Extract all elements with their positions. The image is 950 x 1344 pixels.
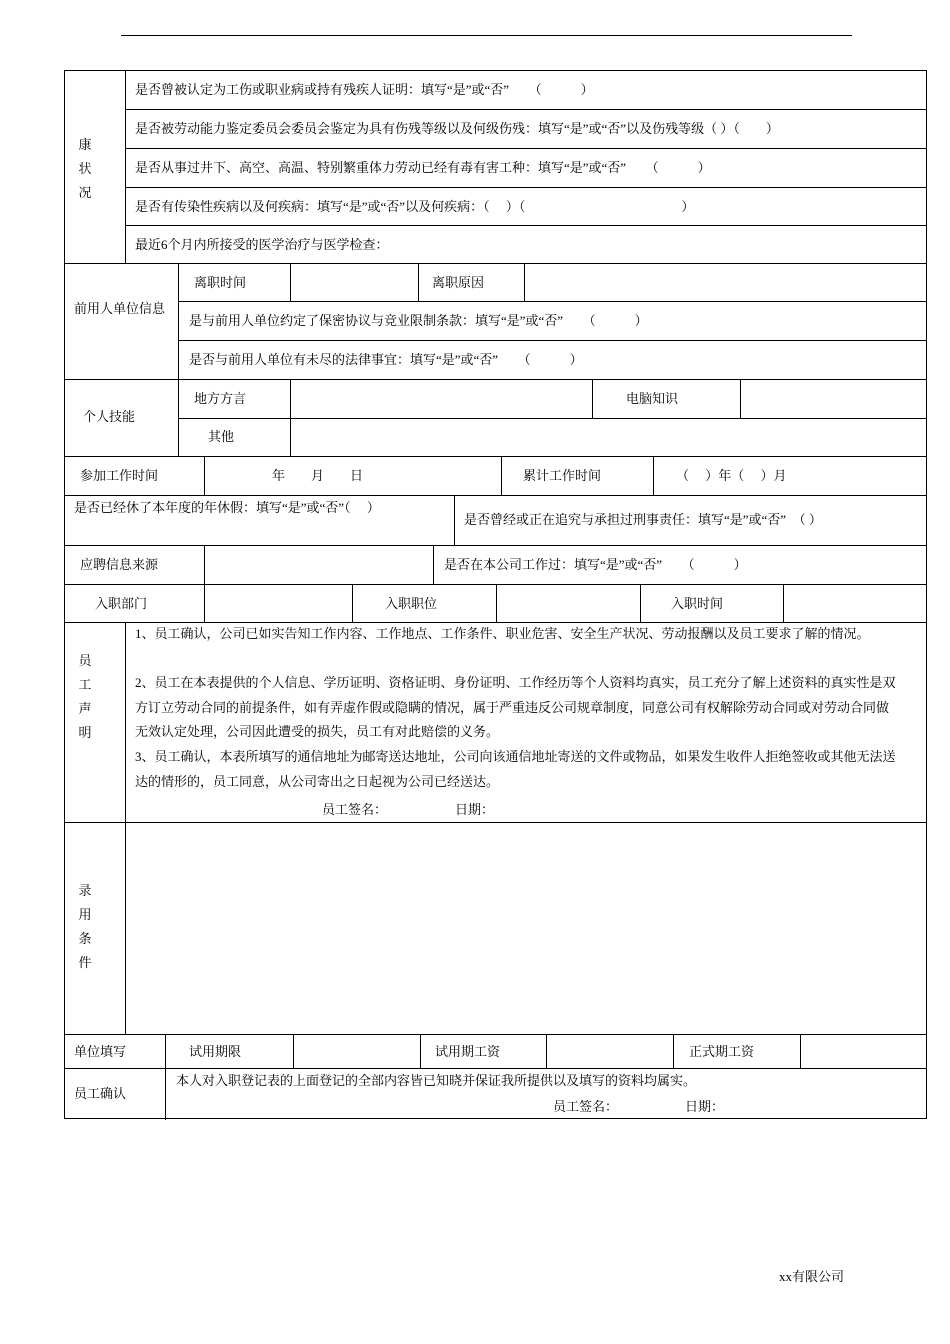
- computer-skills-label: 电脑知识: [626, 391, 679, 406]
- health-question-medical-treatment: 最近6个月内所接受的医学治疗与医学检查：: [135, 237, 389, 252]
- employee-confirm-label: 员工确认: [74, 1086, 127, 1101]
- employee-confirm-statement: 本人对入职登记表的上面登记的全部内容皆已知晓并保证我所提供以及填写的资料均属实。: [176, 1073, 697, 1088]
- entry-time-label: 入职时间: [671, 596, 724, 611]
- health-question-disability: 是否被劳动能力鉴定委员会委员会鉴定为具有伤残等级以及何级伤残：填写“是”或“否”以及伤残等级（ ）（ ）: [135, 121, 779, 136]
- legal-matters-question: 是否与前用人单位有未尽的法律事宜：填写“是”或“否” （ ）: [189, 352, 583, 367]
- confidentiality-question: 是与前用人单位约定了保密协议与竞业限制条款：填写“是”或“否” （ ）: [189, 313, 648, 328]
- leave-time-field[interactable]: [291, 264, 417, 300]
- computer-skills-field[interactable]: [741, 380, 926, 417]
- work-start-value[interactable]: 年 月 日: [272, 468, 364, 483]
- probation-period-field[interactable]: [294, 1035, 419, 1067]
- annual-leave-question: 是否已经休了本年度的年休假：填写“是”或“否”（ ）: [74, 500, 380, 515]
- confirm-signature-label: 员工签名：: [553, 1099, 619, 1114]
- entry-time-field[interactable]: [784, 585, 926, 621]
- entry-position-label: 入职职位: [385, 596, 438, 611]
- total-work-time-label: 累计工作时间: [523, 468, 602, 483]
- entry-department-field[interactable]: [205, 585, 351, 621]
- personal-skills-label: 个人技能: [83, 409, 136, 424]
- total-work-time-value[interactable]: （ ）年（ ）月: [676, 468, 787, 483]
- dialect-field[interactable]: [291, 380, 591, 417]
- declaration-paragraph-1: 1、员工确认，公司已如实告知工作内容、工作地点、工作条件、职业危害、安全生产状况、劳动报酬以及员工要求了解的情况。: [135, 626, 870, 641]
- company-footer: xx有限公司: [779, 1269, 845, 1284]
- work-start-label: 参加工作时间: [80, 468, 159, 483]
- job-info-source-label: 应聘信息来源: [80, 557, 159, 572]
- declaration-paragraph-2: 2、员工在本表提供的个人信息、学历证明、资格证明、身份证明、工作经历等个人资料均真实，员工充分了解上述资料的真实性是双方订立劳动合同的前提条件，如有弄虚作假或隐瞒的情况，属于严重违反公司规章制度，同意公司有权解除劳动合同或对劳动合同做无效认定处理，公司因此遭受的损失，员工有对此赔偿的义务。: [135, 675, 896, 739]
- regular-salary-field[interactable]: [801, 1035, 926, 1067]
- job-info-source-field[interactable]: [205, 546, 432, 583]
- leave-reason-label: 离职原因: [432, 275, 485, 290]
- declaration-date-label: 日期：: [455, 802, 495, 817]
- other-skills-field[interactable]: [291, 419, 926, 455]
- leave-time-label: 离职时间: [194, 275, 247, 290]
- criminal-liability-question: 是否曾经或正在追究与承担过刑事责任：填写“是”或“否” （ ）: [464, 512, 822, 527]
- entry-department-label: 入职部门: [95, 596, 148, 611]
- header-rule: [121, 35, 852, 36]
- probation-salary-label: 试用期工资: [435, 1044, 501, 1059]
- declaration-paragraph-3: 3、员工确认，本表所填写的通信地址为邮寄送达地址，公司向该通信地址寄送的文件或物品，如果发生收件人拒绝签收或其他无法送达的情形的，员工同意，从公司寄出之日起视为公司已经送达。: [135, 749, 896, 789]
- probation-period-label: 试用期限: [189, 1044, 242, 1059]
- confirm-date-label: 日期：: [685, 1099, 725, 1114]
- declaration-signature-label: 员工签名：: [322, 802, 388, 817]
- dialect-label: 地方方言: [194, 391, 247, 406]
- entry-position-field[interactable]: [497, 585, 639, 621]
- regular-salary-label: 正式期工资: [689, 1044, 755, 1059]
- registration-form-table: 康 状 况 是否曾被认定为工伤或职业病或持有残疾人证明：填写“是”或“否” （ ） 是否被劳动能力鉴定委员会委员会鉴定为具有伤残等级以及何级伤残：填写“是”或“否”以及伤残等级（ ）（ ） 是否从事过井下、高空、高温、特别繁重体力劳动已经有毒有害工种：填写“是”或“否” （ ） 是否有传染性疾病以及何疾病：填写“是”或“否”以及何疾病：（ ）（ ） 最近6个月内所接受的医学治疗与医学检查： 前用人单位信息 离职时间 离职原因 是与前用人单位约定了保密协议与竞业限制条款：填写“是”或“否” （ ） 是否与前用人单位有未尽的法律事宜：填写“是”或“否” （ ） 个人技能 地方方言 电脑知识 其他 参加工作时间 年 月 日 累计工作时间 （ ）年（ ）月 是否已经休了本年度的年休假：填写“是”或“否”（ ） 是否曾经或正在追究与承担过刑事责任：填写“是”或“否” （ ） 应聘信息来源 是否在本公司工作过：填写“是”或“否” （ ） 入职部门 入职职位 入职时间 员 工 声 明 1、员工确认，公司已如实告知工作内容、工作地点、工作条件、职业危害、安全生产状况、劳动报酬以及员工要求了解的情况。 2、员工在本表提供的个人信息、学历证明、资格证明、身份证明、工作经历等个人资料均真实，员工充分了解上述资料的真实性是双方订立劳动合同的前提条件，如有弄虚作假或隐瞒的情况，属于严重违反公司规章制度，同意公司有权解除劳动合同或对劳动合同做无效认定处理，公司因此遭受的损失，员工有对此赔偿的义务。 3、员工确认，本表所填写的通信地址为邮寄送达地址，公司向该通信地址寄送的文件或物品，如果发生收件人拒绝签收或其他无法送达的情形的，员工同意，从公司寄出之日起视为公司已经送达。 员工签名： 日期： 录 用 条 件 单位填写 试用期限 试用期工资 正式期工资 员工确认 本人对入职登记表的上面登记的全部内容皆已知晓并保证我所提供以及填写的资料均属实。 员工签名： 日期：: [64, 70, 927, 1119]
- former-employer-label: 前用人单位信息: [74, 301, 166, 316]
- health-question-infectious-disease: 是否有传染性疾病以及何疾病：填写“是”或“否”以及何疾病：（ ）（ ）: [135, 199, 695, 214]
- worked-here-question: 是否在本公司工作过：填写“是”或“否” （ ）: [444, 557, 747, 572]
- health-question-injury: 是否曾被认定为工伤或职业病或持有残疾人证明：填写“是”或“否” （ ）: [135, 82, 594, 97]
- health-question-hazard-work: 是否从事过井下、高空、高温、特别繁重体力劳动已经有毒有害工种：填写“是”或“否” （ ）: [135, 160, 711, 175]
- probation-salary-field[interactable]: [547, 1035, 672, 1067]
- hiring-conditions-field[interactable]: [126, 823, 926, 1033]
- other-skills-label: 其他: [208, 429, 235, 444]
- leave-reason-field[interactable]: [525, 264, 925, 300]
- unit-fill-label: 单位填写: [74, 1044, 127, 1059]
